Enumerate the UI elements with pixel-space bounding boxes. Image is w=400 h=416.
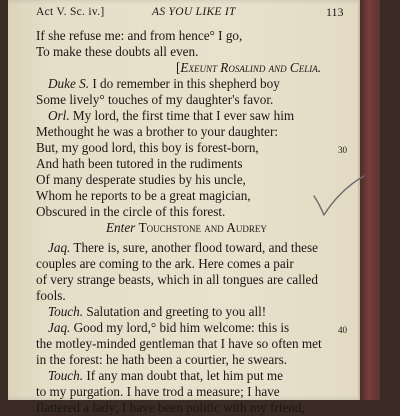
text-line: the motley-minded gentleman that I have so often met — [36, 336, 322, 351]
text-line: Obscured in the circle of this forest. — [36, 204, 226, 219]
text-line: Of many desperate studies by his uncle, — [36, 172, 246, 187]
text-line: And hath been tutored in the rudiments — [36, 156, 243, 171]
speech-line: Touch. If any man doubt that, let him put me — [48, 368, 284, 383]
text-line: To make these doubts all even. — [36, 44, 199, 59]
text-line: couples are coming to the ark. Here comes a pair — [36, 256, 294, 271]
text-line: Some lively° touches of my daughter's favor. — [36, 92, 274, 107]
line-number: 40 — [338, 325, 347, 335]
text-line: Whom he reports to be a great magician, — [36, 188, 251, 203]
text-line: But, my good lord, this boy is forest-born, — [36, 140, 259, 155]
speech-line: Jaq. Good my lord,° bid him welcome: this is — [48, 320, 290, 335]
speaker-name: Jaq. — [48, 240, 71, 255]
text-line: of very strange beasts, which in all tongues are called — [36, 272, 318, 287]
text-line: to my purgation. I have trod a measure; I have — [36, 384, 280, 399]
speech-line: Orl. My lord, the first time that I ever saw him — [48, 108, 295, 123]
speech-line: Touch. Salutation and greeting to you all! — [48, 304, 267, 319]
speaker-name: Touch. — [48, 368, 84, 383]
stage-direction: [Exeunt Rosalind and Celia. — [176, 60, 322, 75]
speaker-name: Touch. — [48, 304, 84, 319]
pencil-checkmark-icon — [312, 174, 366, 218]
page-number: 113 — [326, 5, 344, 19]
text-line: Methought he was a brother to your daughter: — [36, 124, 279, 139]
text-line: in the forest: he hath been a courtier, he swears. — [36, 352, 288, 367]
speaker-name: Orl. — [48, 108, 70, 123]
text-line: fools. — [36, 288, 66, 303]
line-number: 30 — [338, 145, 347, 155]
text-line: flattered a lady; I have been politic with my friend, — [36, 400, 305, 415]
speaker-name: Jaq. — [48, 320, 71, 335]
speech-line: Jaq. There is, sure, another flood toward, and these — [48, 240, 319, 255]
text-line: If she refuse me: and from hence° I go, — [36, 28, 243, 43]
book-page — [8, 0, 380, 415]
running-head-title: AS YOU LIKE IT — [152, 6, 236, 18]
stage-direction-entrance: Enter Touchstone and Audrey — [106, 220, 267, 235]
speech-line: Duke S. I do remember in this shepherd boy — [48, 76, 280, 91]
running-head-act-scene: Act V. Sc. iv.] — [36, 6, 105, 18]
speaker-name: Duke S. — [48, 76, 90, 91]
